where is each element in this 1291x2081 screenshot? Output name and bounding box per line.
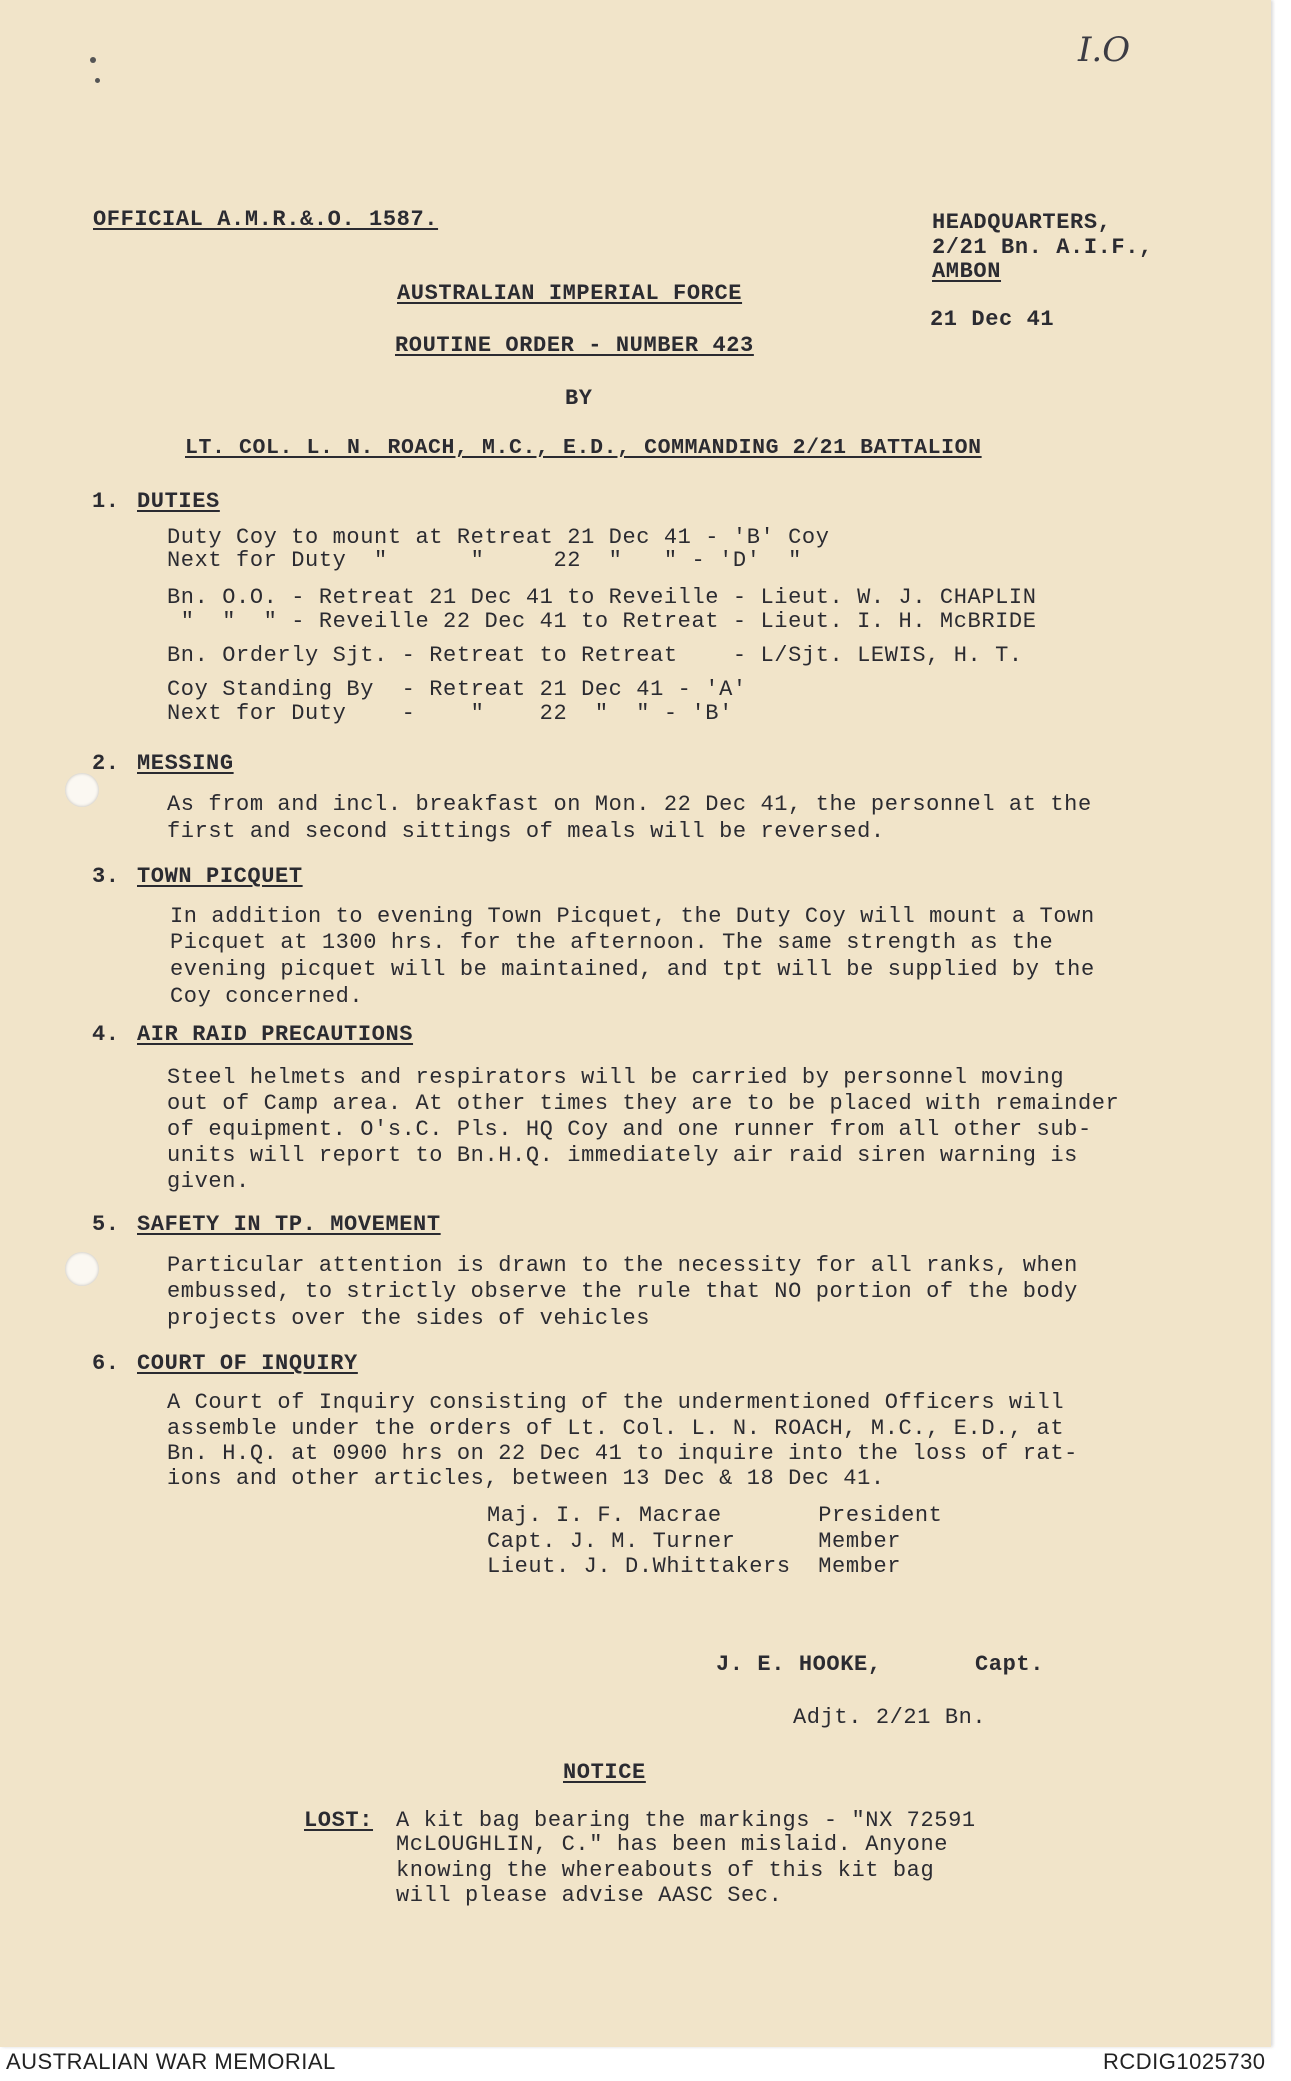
- duties-line: " " " - Reveille 22 Dec 41 to Retreat - Lieut. I. H. McBRIDE: [167, 609, 1037, 634]
- punch-hole: [65, 773, 99, 807]
- signatory-name: J. E. HOOKE,: [716, 1652, 882, 1677]
- section-heading-air-raid: AIR RAID PRECAUTIONS: [137, 1022, 414, 1047]
- page-mark: I.O: [1078, 30, 1131, 70]
- hq-line-2: 2/21 Bn. A.I.F.,: [932, 235, 1153, 260]
- section-heading-town-picquet: TOWN PICQUET: [137, 864, 303, 889]
- notice-line: McLOUGHLIN, C." has been mislaid. Anyone: [396, 1832, 949, 1857]
- air-raid-line: Steel helmets and respirators will be carried by personnel moving: [167, 1065, 1065, 1090]
- footer-left: AUSTRALIAN WAR MEMORIAL: [6, 2049, 336, 2074]
- town-picquet-line: evening picquet will be maintained, and tpt will be supplied by the: [170, 957, 1095, 982]
- document-subtitle: ROUTINE ORDER - NUMBER 423: [395, 333, 754, 358]
- hq-line-1: HEADQUARTERS,: [932, 210, 1112, 235]
- air-raid-line: of equipment. O's.C. Pls. HQ Coy and one runner from all other sub-: [167, 1117, 1092, 1142]
- section-number: 4.: [92, 1022, 120, 1047]
- messing-line: As from and incl. breakfast on Mon. 22 Dec 41, the personnel at the: [167, 792, 1092, 817]
- section-number: 6.: [92, 1351, 120, 1376]
- official-reference: OFFICIAL A.M.R.&.O. 1587.: [93, 207, 439, 232]
- court-line: A Court of Inquiry consisting of the undermentioned Officers will: [167, 1390, 1065, 1415]
- section-heading-court: COURT OF INQUIRY: [137, 1351, 358, 1376]
- messing-line: first and second sittings of meals will be reversed.: [167, 819, 885, 844]
- town-picquet-line: Picquet at 1300 hrs. for the afternoon. The same strength as the: [170, 930, 1054, 955]
- notice-line: knowing the whereabouts of this kit bag: [396, 1858, 935, 1883]
- punch-hole: [65, 1252, 99, 1286]
- notice-heading: NOTICE: [563, 1760, 646, 1785]
- section-heading-duties: DUTIES: [137, 489, 220, 514]
- air-raid-line: units will report to Bn.H.Q. immediately air raid siren warning is: [167, 1143, 1078, 1168]
- section-number: 2.: [92, 751, 120, 776]
- safety-line: embussed, to strictly observe the rule that NO portion of the body: [167, 1279, 1078, 1304]
- ink-dot: [90, 57, 96, 63]
- air-raid-line: given.: [167, 1169, 250, 1194]
- town-picquet-line: In addition to evening Town Picquet, the Duty Coy will mount a Town: [170, 904, 1095, 929]
- hq-line-3: AMBON: [932, 259, 1002, 284]
- duties-line: Next for Duty - " 22 " " - 'B': [167, 701, 733, 726]
- safety-line: Particular attention is drawn to the necessity for all ranks, when: [167, 1253, 1078, 1278]
- notice-lost-label: LOST:: [304, 1808, 374, 1833]
- commander-line: LT. COL. L. N. ROACH, M.C., E.D., COMMANDING 2/21 BATTALION: [185, 436, 982, 460]
- court-line: ions and other articles, between 13 Dec & 18 Dec 41.: [167, 1466, 885, 1491]
- notice-line: A kit bag bearing the markings - "NX 72591: [396, 1808, 976, 1833]
- section-heading-safety: SAFETY IN TP. MOVEMENT: [137, 1212, 441, 1237]
- footer-right: RCDIG1025730: [1103, 2049, 1266, 2074]
- document-title: AUSTRALIAN IMPERIAL FORCE: [397, 281, 743, 306]
- section-heading-messing: MESSING: [137, 751, 234, 776]
- ink-dot: [95, 78, 100, 83]
- court-line: assemble under the orders of Lt. Col. L. N. ROACH, M.C., E.D., at: [167, 1416, 1065, 1441]
- duties-line: Duty Coy to mount at Retreat 21 Dec 41 - 'B' Coy: [167, 525, 830, 550]
- safety-line: projects over the sides of vehicles: [167, 1306, 651, 1331]
- duties-line: Next for Duty " " 22 " " - 'D' ": [167, 548, 802, 573]
- order-date: 21 Dec 41: [930, 307, 1055, 332]
- air-raid-line: out of Camp area. At other times they are to be placed with remainder: [167, 1091, 1120, 1116]
- court-member: Capt. J. M. Turner Member: [487, 1529, 902, 1554]
- court-member: Maj. I. F. Macrae President: [487, 1503, 943, 1528]
- section-number: 3.: [92, 864, 120, 889]
- duties-line: Bn. O.O. - Retreat 21 Dec 41 to Reveille - Lieut. W. J. CHAPLIN: [167, 585, 1037, 610]
- section-number: 5.: [92, 1212, 120, 1237]
- duties-line: Coy Standing By - Retreat 21 Dec 41 - 'A': [167, 677, 747, 702]
- duties-line: Bn. Orderly Sjt. - Retreat to Retreat - L/Sjt. LEWIS, H. T.: [167, 643, 1023, 668]
- town-picquet-line: Coy concerned.: [170, 984, 364, 1009]
- section-number: 1.: [92, 489, 120, 514]
- court-member: Lieut. J. D.Whittakers Member: [487, 1554, 902, 1579]
- signatory-appointment: Adjt. 2/21 Bn.: [793, 1705, 987, 1730]
- court-line: Bn. H.Q. at 0900 hrs on 22 Dec 41 to inquire into the loss of rat-: [167, 1441, 1078, 1466]
- signatory-rank: Capt.: [975, 1652, 1045, 1677]
- notice-line: will please advise AASC Sec.: [396, 1883, 783, 1908]
- by-line: BY: [565, 386, 593, 411]
